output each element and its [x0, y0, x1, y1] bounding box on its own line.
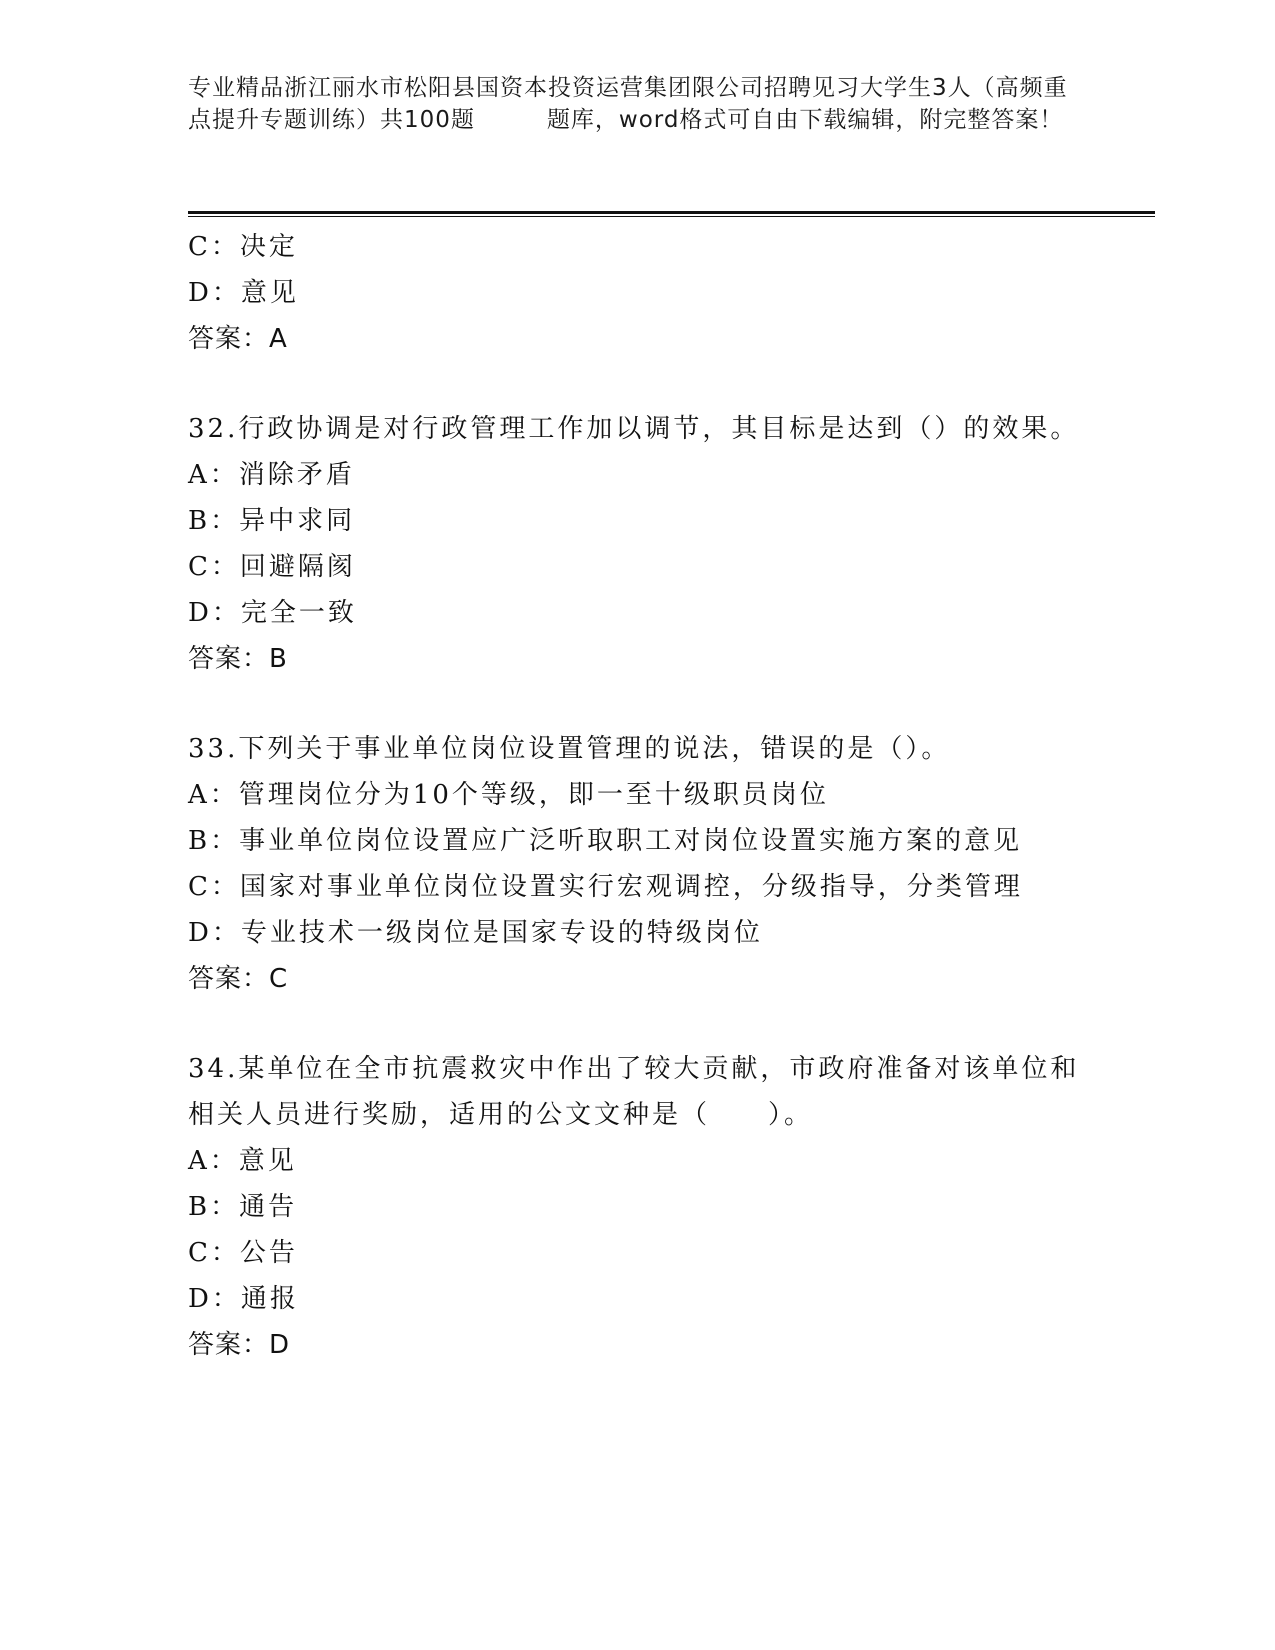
question-text-line-2: 相关人员进行奖励，适用的公文文种是（ ）。	[188, 1100, 814, 1130]
question-32	[188, 406, 1088, 682]
header-divider	[188, 211, 1155, 218]
question-text: 32.行政协调是对行政管理工作加以调节，其目标是达到（）的效果。	[188, 414, 1080, 444]
option-d: D：通报	[188, 1284, 299, 1314]
document-header	[188, 72, 1088, 136]
question-34	[188, 1046, 1088, 1368]
question-spacer	[188, 682, 1088, 726]
question-text: 33.下列关于事业单位岗位设置管理的说法，错误的是（）。	[188, 734, 951, 764]
option-c: C：回避隔阂	[188, 552, 356, 582]
option-c: C：决定	[188, 232, 298, 262]
option-b: B：事业单位岗位设置应广泛听取职工对岗位设置实施方案的意见	[188, 826, 1023, 856]
option-c: C：国家对事业单位岗位设置实行宏观调控，分级指导，分类管理	[188, 872, 1023, 902]
option-a: A：意见	[188, 1146, 297, 1176]
divider-thick-line	[188, 211, 1155, 214]
answer-label: 答案：C	[188, 964, 289, 994]
option-a: A：消除矛盾	[188, 460, 355, 490]
option-a: A：管理岗位分为10个等级，即一至十级职员岗位	[188, 780, 829, 810]
divider-thin-line	[188, 216, 1155, 217]
option-d: D：专业技术一级岗位是国家专设的特级岗位	[188, 918, 763, 948]
answer-label: 答案：A	[188, 324, 288, 354]
question-31-tail	[188, 224, 1088, 362]
option-d: D：完全一致	[188, 598, 357, 628]
question-spacer	[188, 1002, 1088, 1046]
option-c: C：公告	[188, 1238, 298, 1268]
question-text-line-1: 34.某单位在全市抗震救灾中作出了较大贡献，市政府准备对该单位和	[188, 1054, 1080, 1084]
question-33	[188, 726, 1088, 1002]
question-content	[188, 224, 1088, 1368]
answer-label: 答案：D	[188, 1330, 291, 1360]
answer-label: 答案：B	[188, 644, 288, 674]
option-b: B：异中求同	[188, 506, 356, 536]
question-spacer	[188, 362, 1088, 406]
document-title: 专业精品浙江丽水市松阳县国资本投资运营集团限公司招聘见习大学生3人（高频重点提升专题训练）共100题 题库，word格式可自由下载编辑，附完整答案！	[188, 75, 1068, 133]
option-d: D：意见	[188, 278, 299, 308]
option-b: B：通告	[188, 1192, 298, 1222]
